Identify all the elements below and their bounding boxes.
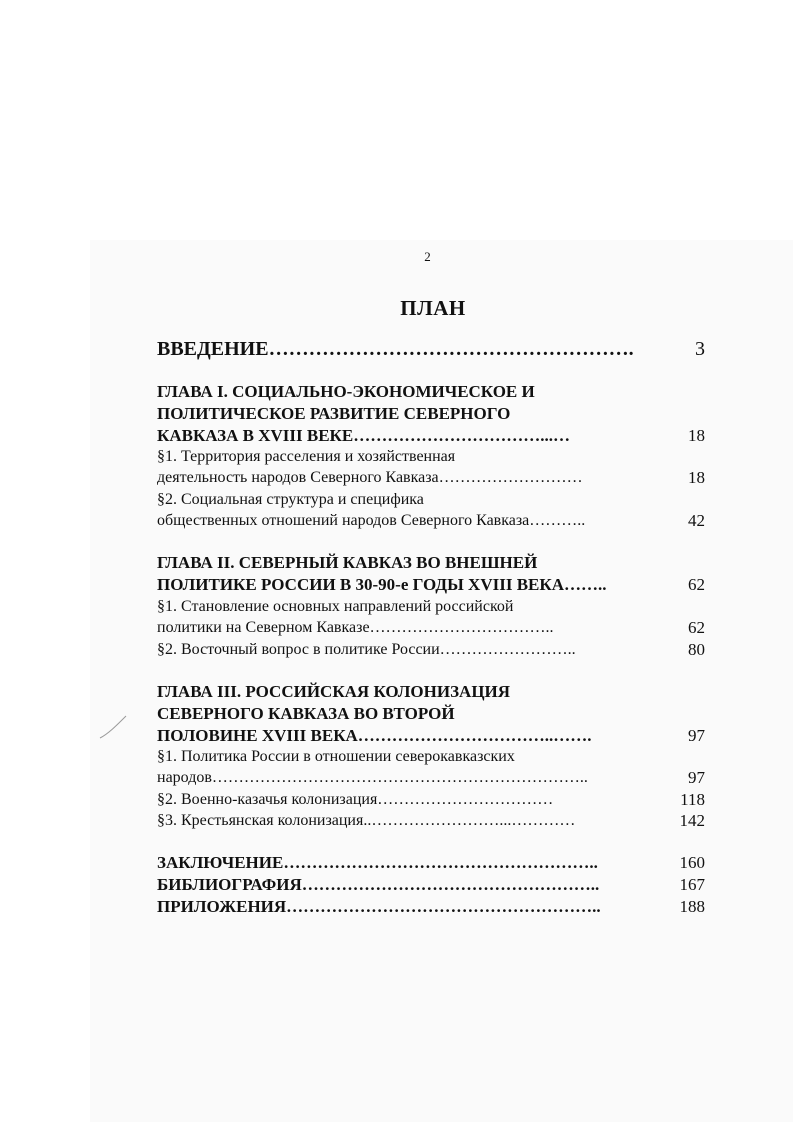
toc-page-ch2-section-2: 80 [688,640,705,659]
toc-ch1-section-2-line-1: §2. Социальная структура и специфика [157,491,424,508]
margin-pencil-mark [98,712,128,742]
page-number: 2 [424,249,431,264]
toc-page-ch2-section-1: 62 [688,618,705,637]
toc-entry-appendices: ПРИЛОЖЕНИЯ……………………………………………….. [157,897,601,916]
toc-page-ch1-section-2: 42 [688,511,705,530]
toc-page-chapter-2: 62 [688,575,705,594]
toc-ch3-section-1-line-1: §1. Политика России в отношении северокавказских [157,748,515,765]
toc-page-bibliography: 167 [679,875,705,894]
toc-ch1-section-1-line-2: деятельность народов Северного Кавказа……………………… [157,469,583,486]
toc-ch1-section-1-line-1: §1. Территория расселения и хозяйственная [157,448,456,465]
toc-page-appendices: 188 [679,897,705,916]
toc-chapter-3-title-line-2: СЕВЕРНОГО КАВКАЗА ВО ВТОРОЙ [157,704,455,723]
toc-chapter-2-title-line-1: ГЛАВА II. СЕВЕРНЫЙ КАВКАЗ ВО ВНЕШНЕЙ [157,553,538,572]
toc-page-ch1-section-1: 18 [688,468,705,487]
toc-page-ch3-section-2: 118 [680,790,705,809]
toc-entry-conclusion: ЗАКЛЮЧЕНИЕ……………………………………………….. [157,853,598,872]
toc-page-conclusion: 160 [679,853,705,872]
toc-ch2-section-1-line-1: §1. Становление основных направлений российской [157,598,514,615]
toc-page-chapter-1: 18 [688,426,705,445]
toc-entry-bibliography: БИБЛИОГРАФИЯ…………………………………………….. [157,875,600,894]
toc-page-ch3-section-1: 97 [688,768,705,787]
toc-chapter-3-title-line-3: ПОЛОВИНЕ XVIII ВЕКА……………………………..……. [157,726,592,745]
toc-ch3-section-1-line-2: народов…………………………………………………………….. [157,769,588,786]
toc-ch3-section-2-line-1: §2. Военно-казачья колонизация…………………………… [157,791,554,808]
toc-chapter-2-title-line-2: ПОЛИТИКЕ РОССИИ В 30-90-е ГОДЫ XVIII ВЕКА…….. [157,575,607,594]
toc-chapter-1-title-line-3: КАВКАЗА В XVIII ВЕКЕ……………………………...… [157,426,570,445]
toc-chapter-1-title-line-2: ПОЛИТИЧЕСКОЕ РАЗВИТИЕ СЕВЕРНОГО [157,404,511,423]
toc-ch3-section-3-line-1: §3. Крестьянская колонизация..……………………...………… [157,812,576,829]
toc-page-ch3-section-3: 142 [679,811,705,830]
toc-chapter-1-title-line-1: ГЛАВА I. СОЦИАЛЬНО-ЭКОНОМИЧЕСКОЕ И [157,382,535,401]
toc-ch2-section-1-line-2: политики на Северном Кавказе…………………………….. [157,619,554,636]
toc-page-intro: 3 [695,338,705,360]
toc-entry-intro: ВВЕДЕНИЕ………………………………………………. [157,338,634,360]
toc-page-chapter-3: 97 [688,726,705,745]
page-title: ПЛАН [400,296,466,320]
toc-chapter-3-title-line-1: ГЛАВА III. РОССИЙСКАЯ КОЛОНИЗАЦИЯ [157,682,511,701]
toc-ch1-section-2-line-2: общественных отношений народов Северного Кавказа……….. [157,512,586,529]
toc-ch2-section-2-line-1: §2. Восточный вопрос в политике России…………………….. [157,641,576,658]
